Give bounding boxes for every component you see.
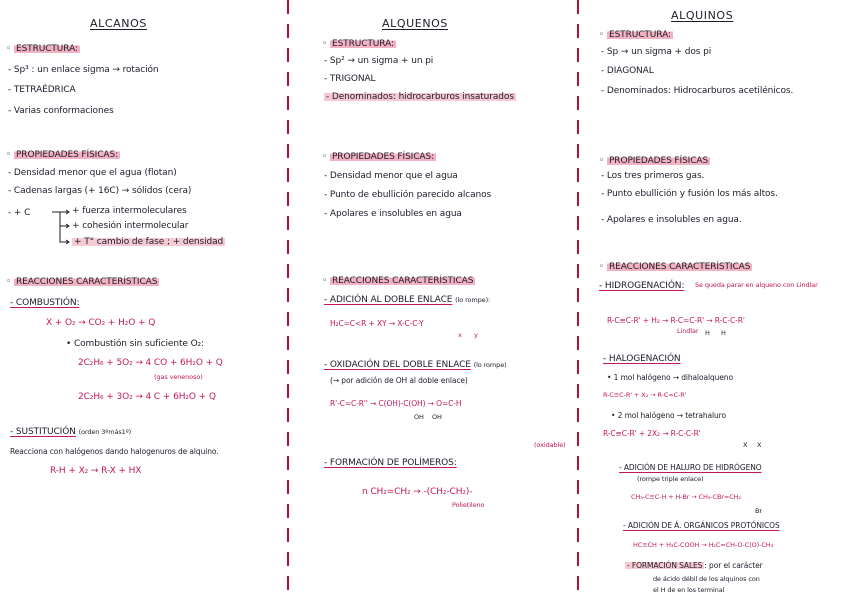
alcanos-sustitucion-desc: Reacciona con halógenos dando halogenuros de alquino. [10, 447, 219, 456]
alquinos-hidrogenacion-note: Se queda parar en alqueno con Lindlar [695, 281, 818, 289]
alquinos-estructura-header: ◦ ESTRUCTURA: [599, 30, 671, 40]
alquinos-halogenacion-eq1: R-C≡C-R' + X₂ → R-C=C-R' [603, 391, 687, 399]
alcanos-sustitucion-header: - SUSTITUCIÓN (orden 3ºmás1º) [10, 427, 132, 437]
alquinos-sales-desc: el H de en los terminal [653, 586, 725, 594]
alcanos-propiedades-item: - Densidad menor que el agua (flotan) [8, 168, 177, 178]
alcanos-branch-item: + fuerza intermoleculares [72, 206, 187, 216]
alquinos-hidrogenacion-label: H [721, 329, 726, 337]
alcanos-branch-item: + T° cambio de fase ; + densidad [74, 237, 224, 247]
alquinos-protonicos-eq: HC≡CH + H₃C-COOH → H₂C=CH-O-C(O)-CH₃ [633, 541, 774, 549]
alcanos-estructura-item: - Varias conformaciones [8, 106, 114, 116]
alquenos-polimeros-header: - FORMACIÓN DE POLÍMEROS: [324, 458, 457, 468]
alquinos-propiedades-item: - Apolares e insolubles en agua. [601, 215, 742, 225]
alcanos-combustion-header: - COMBUSTIÓN: [10, 298, 80, 308]
column-divider-right [577, 0, 579, 599]
alcanos-combustion-sub: • Combustión sin suficiente O₂: [66, 339, 204, 349]
alcanos-estructura-header: ◦ ESTRUCTURA: [6, 44, 78, 54]
alquenos-estructura-header: ◦ ESTRUCTURA: [322, 39, 394, 49]
alquenos-oxidacion-eq: R'-C=C-R'' → C(OH)-C(OH) → O=C-H [330, 399, 462, 408]
alquenos-oxidacion-header: - OXIDACIÓN DEL DOBLE ENLACE (lo rompe) [324, 360, 507, 370]
alcanos-title: ALCANOS [90, 17, 147, 30]
alquinos-haluros-header: - ADICIÓN DE HALURO DE HIDRÓGENO [619, 463, 762, 472]
alquenos-oxidacion-tail: (oxidable) [534, 441, 566, 449]
alquinos-halogenacion-header: - HALOGENACIÓN [603, 354, 681, 364]
alquinos-halogenacion-label: X [757, 441, 762, 449]
column-divider-left [287, 0, 289, 599]
alquinos-halogenacion-sub2: • 2 mol halógeno → tetrahaluro [611, 411, 726, 420]
alcanos-estructura-item: - TETRAÉDRICA [8, 85, 76, 95]
column-alquenos [296, 0, 572, 599]
alquenos-polimeros-name: Polietileno [452, 501, 485, 509]
alcanos-branch-item: + cohesión intermolecular [72, 221, 189, 231]
alquinos-propiedades-item: - Los tres primeros gas. [601, 171, 705, 181]
alquenos-oxidacion-label: OH [414, 413, 424, 421]
alquenos-estructura-item: - Denominados: hidrocarburos insaturados [326, 92, 514, 102]
alquinos-estructura-item: - Sp → un sigma + dos pi [601, 47, 712, 57]
alquinos-title: ALQUINOS [671, 9, 734, 22]
alquenos-propiedades-item: - Densidad menor que el agua [324, 171, 458, 181]
alquenos-propiedades-header: ◦ PROPIEDADES FÍSICAS: [322, 152, 435, 162]
alquinos-haluros-eq: CH₃-C≡C-H + H-Br → CH₃-CBr=CH₂ [631, 493, 741, 501]
alquinos-halogenacion-label: X [743, 441, 748, 449]
alquinos-haluros-label: Br [755, 507, 762, 515]
alquenos-polimeros-eq: n CH₂=CH₂ → -(CH₂-CH₂)- [362, 487, 473, 497]
alquinos-sales-desc: de ácido débil de los alquinos con [653, 575, 760, 583]
alcanos-propiedades-header: ◦ PROPIEDADES FÍSICAS: [6, 150, 119, 160]
alcanos-reacciones-header: ◦ REACCIONES CARACTERÍSTICAS [6, 277, 158, 287]
column-alcanos [6, 0, 282, 599]
alquinos-halogenacion-sub1: • 1 mol halógeno → dihaloalqueno [607, 373, 733, 382]
alquenos-adicion-header: - ADICIÓN AL DOBLE ENLACE (lo rompe): [324, 295, 491, 305]
alcanos-propiedades-item: - Cadenas largas (+ 16C) → sólidos (cera) [8, 186, 192, 196]
alquenos-adicion-eq: H₂C=C<R + XY → X-C-C-Y [330, 319, 424, 328]
alcanos-combustion-eq3: 2C₂H₆ + 3O₂ → 4 C + 6H₂O + Q [78, 392, 216, 402]
alquenos-reacciones-header: ◦ REACCIONES CARACTERÍSTICAS [322, 276, 474, 286]
alcanos-sustitucion-eq: R-H + X₂ → R-X + HX [50, 466, 142, 476]
alquenos-title: ALQUENOS [382, 17, 448, 30]
alquenos-adicion-label: y [474, 331, 478, 339]
alquinos-propiedades-item: - Punto ebullición y fusión los más altos. [601, 189, 778, 199]
alquenos-adicion-label: x [458, 331, 462, 339]
alquinos-hidrogenacion-label: H [705, 329, 710, 337]
column-alquinos [585, 0, 845, 599]
alquenos-estructura-item: - Sp² → un sigma + un pi [324, 56, 434, 66]
alquinos-haluros-note: (rompe triple enlace) [637, 475, 704, 483]
alquenos-oxidacion-desc: (→ por adición de OH al doble enlace) [330, 376, 468, 385]
alquinos-protonicos-header: - ADICIÓN DE Á. ORGÁNICOS PROTÓNICOS [623, 521, 780, 530]
alquinos-estructura-item: - Denominados: Hidrocarburos acetilénicos. [601, 86, 794, 96]
alquinos-halogenacion-eq2: R-C≡C-R' + 2X₂ → R-C-C-R' [603, 429, 701, 438]
alquinos-hidrogenacion-catalyst: Lindlar [677, 327, 699, 335]
alquinos-reacciones-header: ◦ REACCIONES CARACTERÍSTICAS [599, 262, 751, 272]
alcanos-combustion-eq1: X + O₂ → CO₂ + H₂O + Q [46, 318, 156, 328]
alquinos-hidrogenacion-header: - HIDROGENACIÓN: [599, 281, 685, 291]
alquinos-propiedades-header: ◦ PROPIEDADES FÍSICAS [599, 156, 709, 166]
alquinos-sales-header: - FORMACIÓN SALES : por el carácter [627, 561, 763, 570]
alquinos-estructura-item: - DIAGONAL [601, 66, 654, 76]
alquinos-hidrogenacion-eq: R-C≡C-R' + H₂ → R-C=C-R' → R-C-C-R' [607, 316, 745, 325]
alcanos-combustion-note: (gas venenoso) [154, 373, 203, 381]
alquenos-propiedades-item: - Apolares e insolubles en agua [324, 209, 462, 219]
alcanos-estructura-item: - Sp³ : un enlace sigma → rotación [8, 65, 159, 75]
alquenos-propiedades-item: - Punto de ebullición parecido alcanos [324, 190, 492, 200]
alcanos-combustion-eq2: 2C₂H₆ + 5O₂ → 4 CO + 6H₂O + Q [78, 358, 223, 368]
alquenos-oxidacion-label: OH [432, 413, 442, 421]
alcanos-plus-c: - + C [8, 208, 31, 218]
alquenos-estructura-item: - TRIGONAL [324, 74, 376, 84]
